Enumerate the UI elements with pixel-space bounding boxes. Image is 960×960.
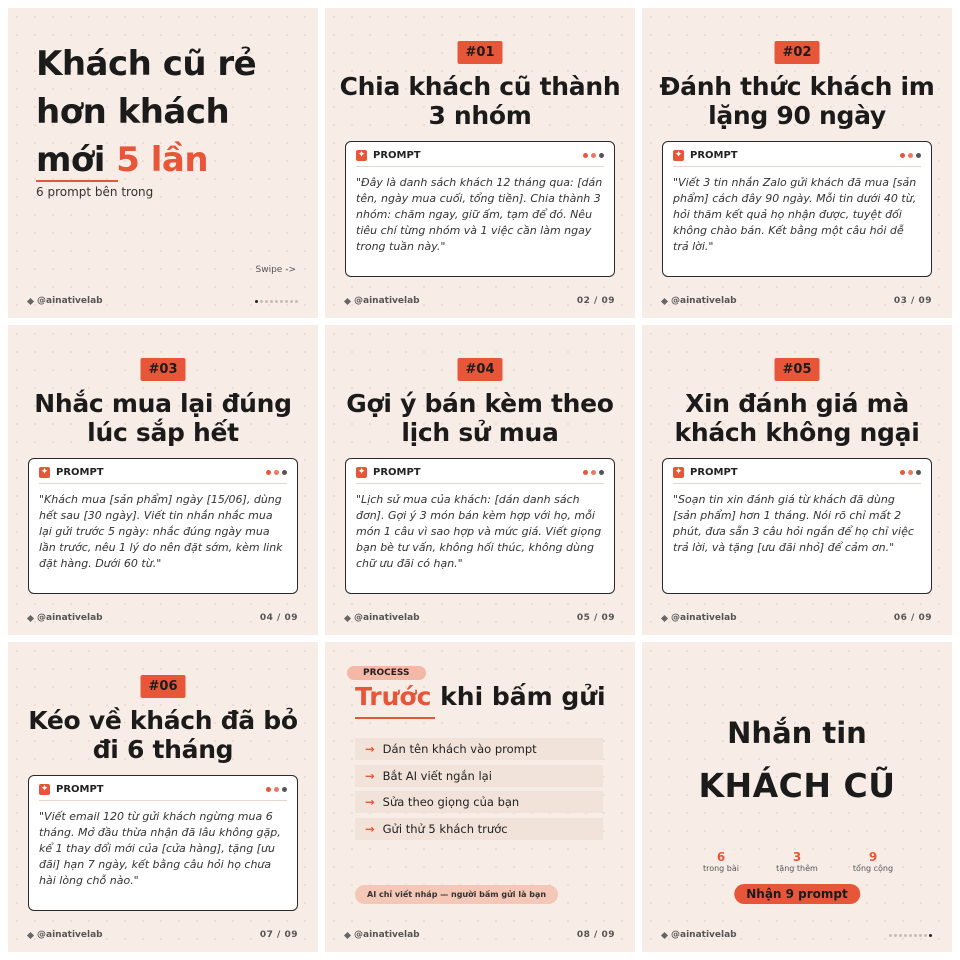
page-dot[interactable]: [894, 934, 897, 937]
page-dot[interactable]: [280, 300, 283, 303]
page-dot[interactable]: [285, 300, 288, 303]
prompt-title: Đánh thức khách im lặng 90 ngày: [659, 72, 935, 130]
brand-handle-text: @ainativelab: [37, 613, 103, 623]
brand-handle-text: @ainativelab: [354, 930, 420, 940]
page-dot[interactable]: [909, 934, 912, 937]
window-dots-icon: [583, 153, 604, 158]
prompt-box-header: [673, 467, 921, 484]
process-slide: [325, 642, 635, 952]
diamond-icon: [344, 297, 351, 304]
prompt-number-badge: #04: [458, 358, 503, 381]
diamond-icon: [27, 931, 34, 938]
process-step: [355, 818, 603, 840]
page-dot[interactable]: [899, 934, 902, 937]
prompt-title: Xin đánh giá mà khách không ngại: [674, 389, 920, 447]
prompt-number-badge: #03: [141, 358, 186, 381]
slide-footer: [345, 294, 615, 308]
stat-item: [686, 850, 756, 873]
prompt-slide-5: [642, 325, 952, 635]
process-steps: [355, 738, 603, 844]
final-slide: [642, 642, 952, 952]
process-step-label: Bắt AI viết ngắn lại: [382, 768, 492, 783]
stat-label: tặng thêm: [776, 864, 818, 873]
process-step: [355, 791, 603, 813]
diamond-icon: [661, 297, 668, 304]
prompt-label-text: PROMPT: [373, 150, 421, 161]
diamond-icon: [344, 931, 351, 938]
brand-handle-text: @ainativelab: [354, 613, 420, 623]
process-title-accent: Trước: [355, 682, 432, 711]
page-number: 05 / 09: [576, 613, 615, 623]
brand-handle: [28, 930, 103, 940]
brand-handle: [28, 296, 103, 306]
page-dots: [255, 300, 298, 303]
prompt-label-text: PROMPT: [56, 784, 104, 795]
brand-handle: [345, 296, 420, 306]
diamond-icon: [27, 614, 34, 621]
page-number: 08 / 09: [576, 930, 615, 940]
brand-handle: [662, 296, 737, 306]
brand-handle: [345, 930, 420, 940]
prompt-label: [356, 467, 421, 478]
prompt-slide-4: [325, 325, 635, 635]
process-title-rest: khi bấm gửi: [431, 682, 606, 711]
cover-title-line-2: hơn khách: [36, 92, 230, 132]
prompt-slide-1: [325, 8, 635, 318]
slide-footer: [345, 611, 615, 625]
diamond-icon: [661, 614, 668, 621]
page-number: 02 / 09: [576, 296, 615, 306]
process-step: [355, 738, 603, 760]
brand-handle-text: @ainativelab: [37, 296, 103, 306]
prompt-label: [356, 150, 421, 161]
stat-number: 3: [792, 850, 802, 864]
cover-title-line-3: [36, 136, 256, 184]
page-number: 03 / 09: [893, 296, 932, 306]
prompt-box: [662, 141, 932, 277]
prompt-label: [673, 467, 738, 478]
prompt-text: "Khách mua [sản phẩm] ngày [15/06], dùng hết sau [30 ngày]. Viết tin nhắn nhắc mua lại gửi trước 5 ngày: nhắc đúng ngày mua lần trước, nêu 1 lý do nên đặt sớm, kèm link đặt hàng. Dưới 60 từ.": [39, 493, 283, 570]
page-dot[interactable]: [889, 934, 892, 937]
arrow-right-icon: →: [365, 768, 375, 783]
prompt-box-header: [356, 150, 604, 167]
prompt-box: [662, 458, 932, 594]
sparkle-icon: ✦: [357, 467, 366, 477]
prompt-box-header: [356, 467, 604, 484]
stat-label: trong bài: [702, 864, 740, 873]
slide-footer: [28, 611, 298, 625]
prompt-box-header: [39, 467, 287, 484]
cover-title-accent: 5 lần: [116, 140, 209, 180]
brand-handle-text: @ainativelab: [354, 296, 420, 306]
window-dots-icon: [266, 470, 287, 475]
prompt-title: Kéo về khách đã bỏ đi 6 tháng: [28, 706, 298, 764]
window-dots-icon: [266, 787, 287, 792]
page-dot[interactable]: [924, 934, 927, 937]
slide-footer: [345, 928, 615, 942]
prompt-number-badge: #05: [775, 358, 820, 381]
window-dots-icon: [900, 153, 921, 158]
brand-handle-text: @ainativelab: [671, 296, 737, 306]
arrow-right-icon: →: [365, 795, 375, 809]
sparkle-icon: ✦: [40, 467, 49, 477]
sparkle-icon: ✦: [357, 150, 366, 160]
page-number: 04 / 09: [259, 613, 298, 623]
page-dot[interactable]: [275, 300, 278, 303]
page-dot[interactable]: [914, 934, 917, 937]
cover-title-line-3-prefix: mới: [36, 140, 117, 180]
prompt-title: Nhắc mua lại đúng lúc sắp hết: [34, 389, 292, 447]
prompt-slide-6: [8, 642, 318, 952]
page-dot[interactable]: [904, 934, 907, 937]
stat-number: 6: [716, 850, 726, 864]
final-title-line-1: Nhắn tin: [727, 716, 867, 750]
final-title-line-2: KHÁCH CŨ: [698, 766, 896, 805]
get-prompts-button[interactable]: Nhận 9 prompt: [734, 884, 860, 904]
brand-handle-text: @ainativelab: [37, 930, 103, 940]
window-dots-icon: [583, 470, 604, 475]
process-step-label: Dán tên khách vào prompt: [382, 742, 537, 756]
diamond-icon: [344, 614, 351, 621]
prompt-label: [673, 150, 738, 161]
cover-title-line-1: Khách cũ rẻ: [36, 44, 257, 84]
prompt-label-text: PROMPT: [373, 467, 421, 478]
cover-subtitle: 6 prompt bên trong: [36, 185, 154, 199]
page-dot[interactable]: [265, 300, 268, 303]
brand-handle: [345, 613, 420, 623]
cover-divider: [36, 180, 118, 182]
page-dot[interactable]: [919, 934, 922, 937]
prompt-text: "Viết email 120 từ gửi khách ngừng mua 6 tháng. Mở đầu thừa nhận đã lâu không gặp, kể 1 thay đổi mới của [cửa hàng], tặng [ưu đãi] hạn 7 ngày, kết bằng câu hỏi họ chưa hài lòng chỗ nào.": [39, 810, 281, 887]
process-badge: PROCESS: [347, 666, 426, 680]
prompt-number-badge: #06: [141, 675, 186, 698]
slide-footer: [28, 294, 298, 308]
process-note: AI chỉ viết nháp — người bấm gửi là bạn: [355, 885, 558, 904]
prompt-slide-2: [642, 8, 952, 318]
cover-title: [36, 40, 256, 184]
brand-handle: [662, 930, 737, 940]
prompt-label-text: PROMPT: [690, 150, 738, 161]
prompt-text: "Đây là danh sách khách 12 tháng qua: [dán tên, ngày mua cuối, tổng tiền]. Chia thành 3 nhóm: chăm ngay, giữ ấm, tạm để đó. Nêu tiêu chí từng nhóm và 1 việc cần làm ngay trong tuần này.": [356, 176, 603, 253]
prompt-label: [39, 784, 104, 795]
brand-handle: [662, 613, 737, 623]
diamond-icon: [27, 297, 34, 304]
prompt-box-header: [39, 784, 287, 801]
prompt-box: [28, 458, 298, 594]
process-title: [355, 682, 606, 711]
process-step-label: Sửa theo giọng của bạn: [382, 795, 520, 809]
page-dot[interactable]: [290, 300, 293, 303]
slide-footer: [662, 928, 932, 942]
prompt-text: "Viết 3 tin nhắn Zalo gửi khách đã mua [sản phẩm] cách đây 90 ngày. Mỗi tin dưới 40 từ, hỏi thăm kết quả họ nhận được, tuyệt đối không chào bán. Kết bằng một câu hỏi dễ trả lời.": [673, 176, 917, 253]
slide-footer: [662, 294, 932, 308]
page-dot[interactable]: [295, 300, 298, 303]
prompt-box-header: [673, 150, 921, 167]
slide-footer: [28, 928, 298, 942]
arrow-right-icon: →: [365, 821, 375, 836]
prompt-title: Chia khách cũ thành 3 nhóm: [339, 72, 621, 130]
page-dots: [889, 934, 932, 937]
process-step: [355, 765, 603, 787]
sparkle-icon: ✦: [40, 784, 49, 794]
prompt-label-text: PROMPT: [690, 467, 738, 478]
stat-item: [838, 850, 908, 873]
brand-handle-text: @ainativelab: [671, 930, 737, 940]
page-dot[interactable]: [260, 300, 263, 303]
diamond-icon: [661, 931, 668, 938]
slide-footer: [662, 611, 932, 625]
prompt-label-text: PROMPT: [56, 467, 104, 478]
process-step-label: Gửi thử 5 khách trước: [382, 821, 508, 836]
stat-label: tổng cộng: [852, 864, 894, 873]
cover-slide: [8, 8, 318, 318]
stat-number: 9: [868, 850, 878, 864]
sparkle-icon: ✦: [674, 150, 683, 160]
prompt-box: [345, 458, 615, 594]
window-dots-icon: [900, 470, 921, 475]
page-dot[interactable]: [255, 300, 258, 303]
page-number: 07 / 09: [259, 930, 298, 940]
page-number: 06 / 09: [893, 613, 932, 623]
prompt-text: "Soạn tin xin đánh giá từ khách đã dùng [sản phẩm] hơn 1 tháng. Nói rõ chỉ mất 2 phút, đưa sẵn 3 câu hỏi ngắn để họ chỉ việc trả lời, và tặng [ưu đãi nhỏ] để cảm ơn.": [673, 493, 914, 554]
prompt-number-badge: #02: [775, 41, 820, 64]
page-dot[interactable]: [270, 300, 273, 303]
process-divider: [355, 717, 435, 719]
brand-handle: [28, 613, 103, 623]
prompt-text: "Lịch sử mua của khách: [dán danh sách đơn]. Gợi ý 3 món bán kèm hợp với họ, mỗi món 1 câu vì sao hợp và mức giá. Viết giọng bạn bè tư vấn, không hối thúc, không dùng chữ ưu đãi có hạn.": [356, 493, 602, 570]
sparkle-icon: ✦: [674, 467, 683, 477]
prompt-number-badge: #01: [458, 41, 503, 64]
prompt-box: [345, 141, 615, 277]
prompt-title: Gợi ý bán kèm theo lịch sử mua: [346, 389, 614, 447]
prompt-slide-3: [8, 325, 318, 635]
brand-handle-text: @ainativelab: [671, 613, 737, 623]
stats-row: [686, 850, 908, 873]
page-dot[interactable]: [929, 934, 932, 937]
swipe-hint[interactable]: Swipe ->: [255, 265, 296, 275]
prompt-box: [28, 775, 298, 911]
arrow-right-icon: →: [365, 742, 375, 756]
prompt-label: [39, 467, 104, 478]
stat-item: [762, 850, 832, 873]
